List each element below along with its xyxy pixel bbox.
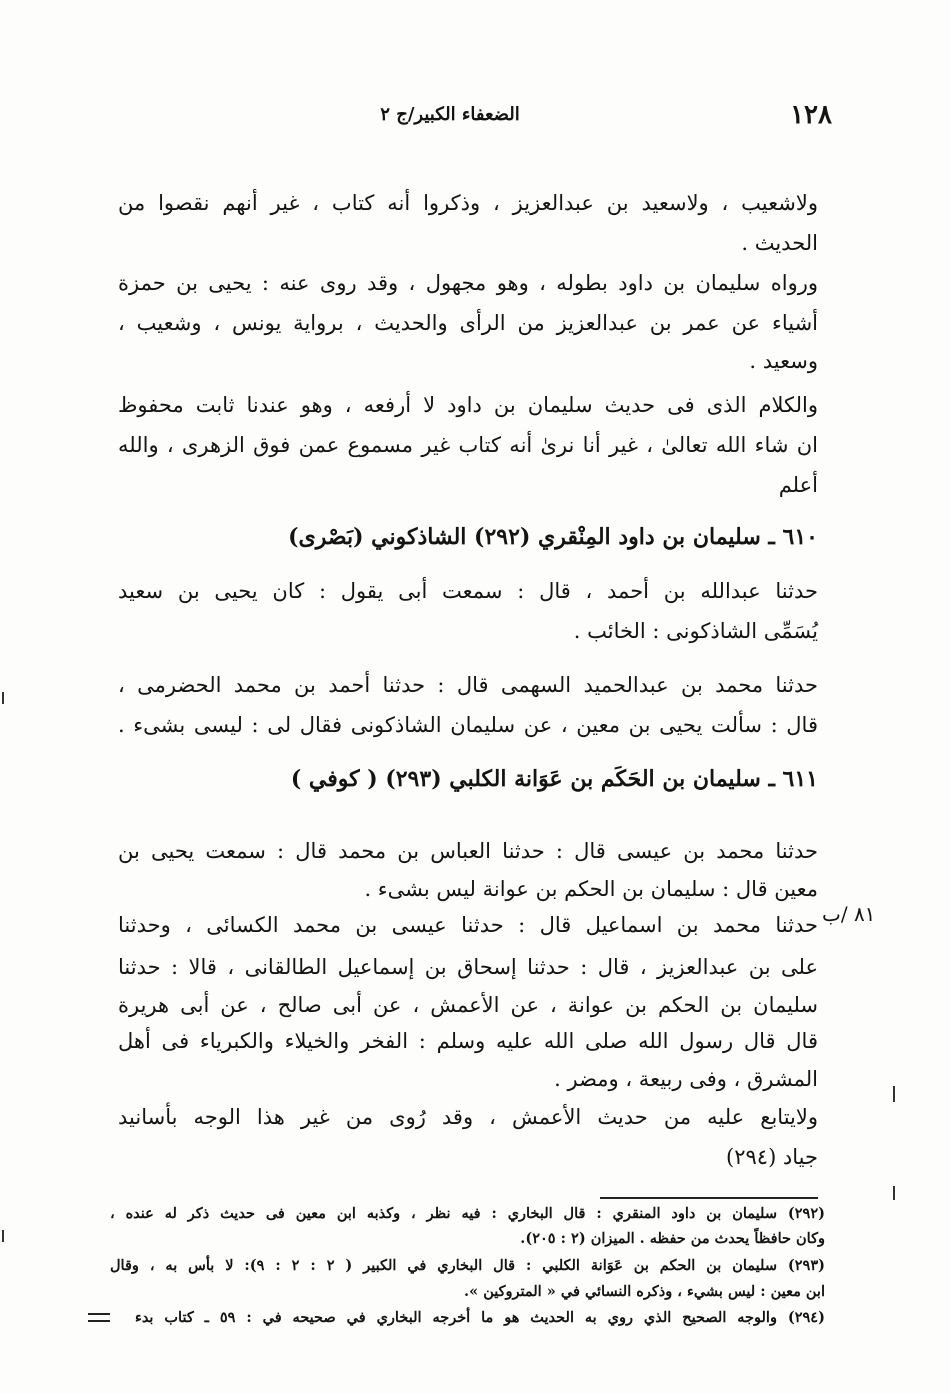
body-line: قال : سألت يحيى بن معين ، عن سليمان الشاذكونى فقال لى : ليسى بشىء .: [118, 713, 818, 737]
margin-tick: [893, 1186, 895, 1200]
margin-tick: [2, 692, 4, 704]
body-line: قال قال رسول الله صلى الله عليه وسلم : الفخر والخيلاء والكبرياء فى أهل: [118, 1029, 818, 1053]
footnote-line: (٢٩٤) والوجه الصحيح الذي روي به الحديث هو ما أخرجه البخاري في صحيحه في : ٥٩ ـ كتاب بدء: [135, 1309, 825, 1326]
continuation-mark: [88, 1313, 110, 1315]
footnote-line: (٢٩٣) سليمان بن الحكم بن عَوَانة الكلبي : قال البخاري في الكبير ( ٢ : ٢ : ٩): لا بأس به ، وقال: [110, 1257, 826, 1274]
entry-heading-611: ٦١١ ـ سليمان بن الحَكَم بن عَوَانة الكلبي (٢٩٣) ( كوفي ): [290, 766, 818, 792]
body-line: حدثنا محمد بن اسماعيل قال : حدثنا عيسى بن محمد الكسائى ، وحدثنا: [118, 913, 818, 937]
body-line: أشياء عن عمر بن عبدالعزيز من الرأى والحديث ، برواية يونس ، وشعيب ،: [118, 311, 818, 335]
footnote-line: ابن معين : ليس بشيء ، وذكره النسائي في « المتروكين ».: [464, 1283, 825, 1300]
entry-heading-610: ٦١٠ ـ سليمان بن داود المِنْقري (٢٩٢) الشاذكوني (بَصْرى): [288, 524, 818, 550]
body-line: جياد (٢٩٤): [726, 1145, 818, 1169]
body-line: ورواه سليمان بن داود بطوله ، وهو مجهول ، وقد روى عنه : يحيى بن حمزة: [118, 271, 818, 295]
body-line: حدثنا محمد بن عيسى قال : حدثنا العباس بن محمد قال : سمعت يحيى بن: [118, 839, 818, 863]
body-line: معين قال : سليمان بن الحكم بن عوانة ليس بشىء .: [364, 877, 818, 901]
margin-tick: [893, 1086, 895, 1102]
footnote-line: وكان حافظاً يحدث من حفظه . الميزان (٢ : ٢٠٥).: [520, 1230, 825, 1247]
body-line: حدثنا محمد بن عبدالحميد السهمى قال : حدثنا أحمد بن محمد الحضرمى ،: [118, 673, 818, 697]
body-line: الحديث .: [741, 231, 818, 255]
folio-marginal-note: ٨١ /ب: [822, 902, 876, 926]
body-line: ان شاء الله تعالىٰ ، غير أنا نرىٰ أنه كتاب غير مسموع عمن فوق الزهرى ، والله: [118, 433, 818, 457]
body-line: وسعيد .: [749, 349, 818, 373]
body-line: ولاشعيب ، ولاسعيد بن عبدالعزيز ، وذكروا أنه كتاب ، غير أنهم نقصوا من: [118, 191, 818, 215]
page-number: ١٢٨: [790, 100, 832, 130]
body-line: حدثنا عبدالله بن أحمد ، قال : سمعت أبى يقول : كان يحيى بن سعيد: [118, 579, 818, 603]
footnote-line: (٢٩٢) سليمان بن داود المنقري : قال البخاري : فيه نظر ، وكذبه ابن معين فى حديث ذكر له عنده ،: [110, 1205, 825, 1222]
body-line: المشرق ، وفى ربيعة ، ومضر .: [554, 1067, 818, 1091]
footnote-separator: [600, 1197, 818, 1199]
body-line: والكلام الذى فى حديث سليمان بن داود لا أرفعه ، وهو عندنا ثابت محفوظ: [118, 393, 818, 417]
margin-tick: [2, 1230, 4, 1242]
body-line: أعلم: [778, 473, 818, 497]
continuation-mark: [88, 1320, 110, 1322]
body-line: ولايتابع عليه من حديث الأعمش ، وقد رُوى من غير هذا الوجه بأسانيد: [118, 1105, 818, 1129]
body-line: على بن عبدالعزيز ، قال : حدثنا إسحاق بن إسماعيل الطالقانى ، قالا : حدثنا: [118, 955, 818, 979]
body-line: سليمان بن الحكم بن عوانة ، عن الأعمش ، عن أبى صالح ، عن أبى هريرة: [118, 993, 818, 1017]
body-line: يُسَمِّى الشاذكونى : الخائب .: [573, 619, 818, 643]
running-title: الضعفاء الكبير/ج ٢: [380, 104, 520, 125]
